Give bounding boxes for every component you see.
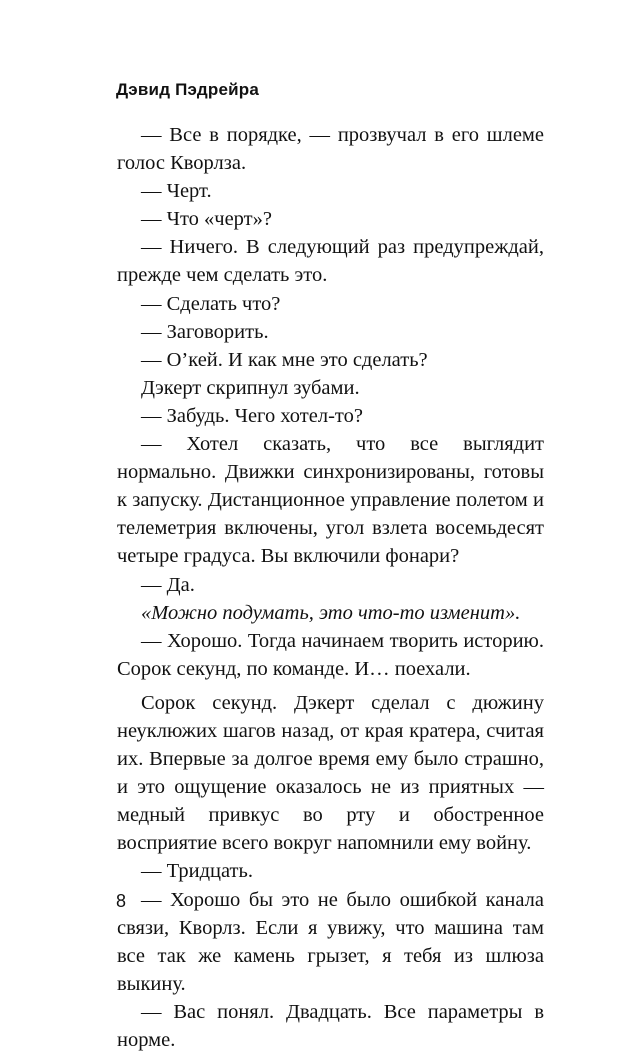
paragraph: — Что «черт»?: [141, 208, 272, 231]
paragraph: — Все в порядке, — прозвучал в его шлеме голос Кворлза.: [117, 124, 544, 175]
paragraph: — Да.: [141, 573, 195, 596]
paragraph: — Вас понял. Двадцать. Все параметры в норме.: [117, 1000, 544, 1051]
paragraph: — Хотел сказать, что все выглядит нормально. Движки синхронизированы, готовы к запуску. Дистанционное управление полетом и телеметрия включены, угол взлета восемьдесят четыре градуса. Вы включили фонари?: [117, 433, 544, 568]
running-head-author: Дэвид Пэдрейра: [116, 80, 260, 99]
paragraph: — Хорошо. Тогда начинаем творить историю. Сорок секунд, по команде. И… поехали.: [117, 629, 544, 680]
paragraph: — Черт.: [141, 180, 212, 203]
paragraph: Сорок секунд. Дэкерт сделал с дюжину неуклюжих шагов назад, от края кратера, считая их. Впервые за долгое время ему было страшно, и это ощущение оказалось не из приятных — медный привкус во рту и обостренное восприятие всего вокруг напомнили ему войну.: [117, 691, 544, 855]
italic-thought-paragraph: «Можно подумать, это что-то изменит».: [141, 601, 521, 624]
body-text: [117, 121, 544, 1054]
paragraph: Дэкерт скрипнул зубами.: [141, 376, 360, 399]
paragraph: — Забудь. Чего хотел-то?: [141, 404, 363, 427]
paragraph: — О’кей. И как мне это сделать?: [141, 348, 428, 371]
page-number: 8: [116, 891, 127, 911]
paragraph: — Сделать что?: [141, 292, 281, 315]
paragraph: — Тридцать.: [141, 860, 253, 883]
paragraph: — Ничего. В следующий раз предупреждай, прежде чем сделать это.: [117, 236, 544, 287]
paragraph: — Хорошо бы это не было ошибкой канала связи, Кворлз. Если я увижу, что машина там все так же камень грызет, я тебя из шлюза выкину.: [117, 888, 544, 995]
paragraph: — Заговорить.: [141, 320, 269, 343]
